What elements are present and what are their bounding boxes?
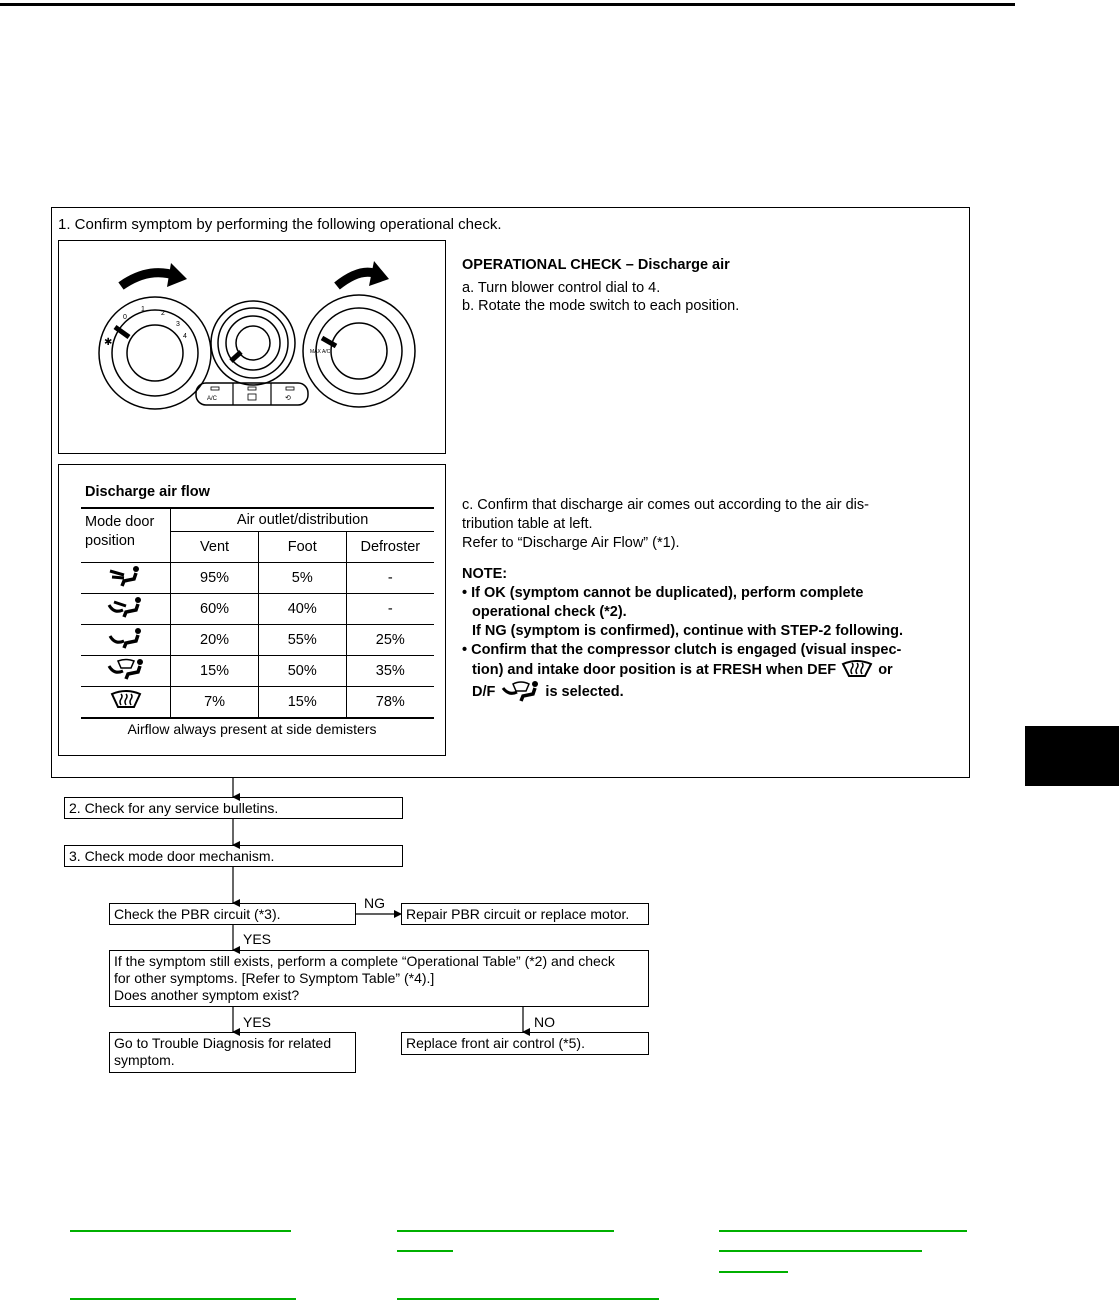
link-underline-7[interactable]: [70, 1298, 296, 1300]
note-1b: operational check (*2).: [472, 604, 627, 620]
link-underline-3[interactable]: [397, 1250, 453, 1252]
airflow-table-title: Discharge air flow: [85, 484, 210, 500]
link-underline-4[interactable]: [719, 1230, 967, 1232]
repair-pbr-box: Repair PBR circuit or replace motor.: [401, 903, 649, 925]
op-check-c3: Refer to “Discharge Air Flow” (*1).: [462, 535, 680, 551]
blower-mark-2: 2: [161, 310, 165, 317]
replace-front-air-control-box: Replace front air control (*5).: [401, 1032, 649, 1055]
note-1c: If NG (symptom is confirmed), continue with STEP-2 following.: [472, 623, 903, 639]
goto-trouble-diagnosis-box: [109, 1032, 356, 1073]
step3-box: 3. Check mode door mechanism.: [64, 845, 403, 867]
note-2c-selected: is selected.: [545, 684, 624, 700]
table-row: 15% 50% 35%: [81, 656, 434, 687]
op-check-c1: c. Confirm that discharge air comes out according to the air dis-: [462, 497, 869, 513]
op-check-b: b. Rotate the mode switch to each position.: [462, 298, 740, 314]
note-2a: • Confirm that the compressor clutch is engaged (visual inspec-: [462, 642, 902, 658]
op-check-a: a. Turn blower control dial to 4.: [462, 280, 661, 296]
link-underline-2[interactable]: [397, 1230, 614, 1232]
blower-mark-4: 4: [183, 333, 187, 340]
symptom-question-box: [109, 950, 649, 1007]
step1-label: 1. Confirm symptom by performing the following operational check.: [58, 216, 502, 233]
op-check-c2: tribution table at left.: [462, 516, 593, 532]
note-2c-df: D/F: [472, 684, 496, 700]
pbr-check-box: Check the PBR circuit (*3).: [109, 903, 356, 925]
table-row: 95% 5% -: [81, 563, 434, 594]
fan-icon: ✱: [104, 337, 113, 348]
blower-mark-3: 3: [176, 321, 180, 328]
goto-line-1: Go to Trouble Diagnosis for related: [114, 1035, 332, 1051]
blower-mark-1: 1: [141, 306, 145, 313]
goto-line-2: symptom.: [114, 1052, 175, 1068]
note-2b-or: or: [878, 662, 893, 678]
table-row: 60% 40% -: [81, 594, 434, 625]
blower-mark-0: 0: [123, 314, 127, 321]
question-line-3: Does another symptom exist?: [114, 987, 300, 1003]
link-underline-8[interactable]: [397, 1298, 659, 1300]
link-underline-1[interactable]: [70, 1230, 291, 1232]
col-defroster: Defroster: [346, 532, 434, 563]
note-2b-text: tion) and intake door position is at FRESH when DEF: [472, 662, 837, 678]
note-title: NOTE:: [462, 566, 508, 582]
yes-label-1: YES: [243, 931, 272, 947]
ac-button-label: A/C: [207, 396, 218, 402]
mode-mark-max-ac: MAX A/C: [310, 349, 331, 355]
ng-label: NG: [364, 895, 385, 911]
yes-label-2: YES: [243, 1014, 272, 1030]
col-vent: Vent: [171, 532, 259, 563]
recirc-icon: ⟲: [285, 395, 291, 402]
table-row: 20% 55% 25%: [81, 625, 434, 656]
col-mode-door: Mode door position: [81, 508, 171, 563]
note-1a: • If OK (symptom cannot be duplicated), perform complete: [462, 585, 864, 601]
table-row: 7% 15% 78%: [81, 687, 434, 719]
question-line-2: for other symptoms. [Refer to Symptom Table” (*4).]: [114, 970, 435, 986]
link-underline-5[interactable]: [719, 1250, 922, 1252]
link-underline-6[interactable]: [719, 1271, 788, 1273]
airflow-note: Airflow always present at side demisters: [127, 721, 377, 737]
op-check-title: OPERATIONAL CHECK – Discharge air: [462, 257, 730, 273]
col-air-outlet: Air outlet/distribution: [171, 508, 434, 532]
col-foot: Foot: [258, 532, 346, 563]
question-line-1: If the symptom still exists, perform a complete “Operational Table” (*2) and check: [114, 953, 615, 969]
step2-box: 2. Check for any service bulletins.: [64, 797, 403, 819]
no-label: NO: [534, 1014, 555, 1030]
